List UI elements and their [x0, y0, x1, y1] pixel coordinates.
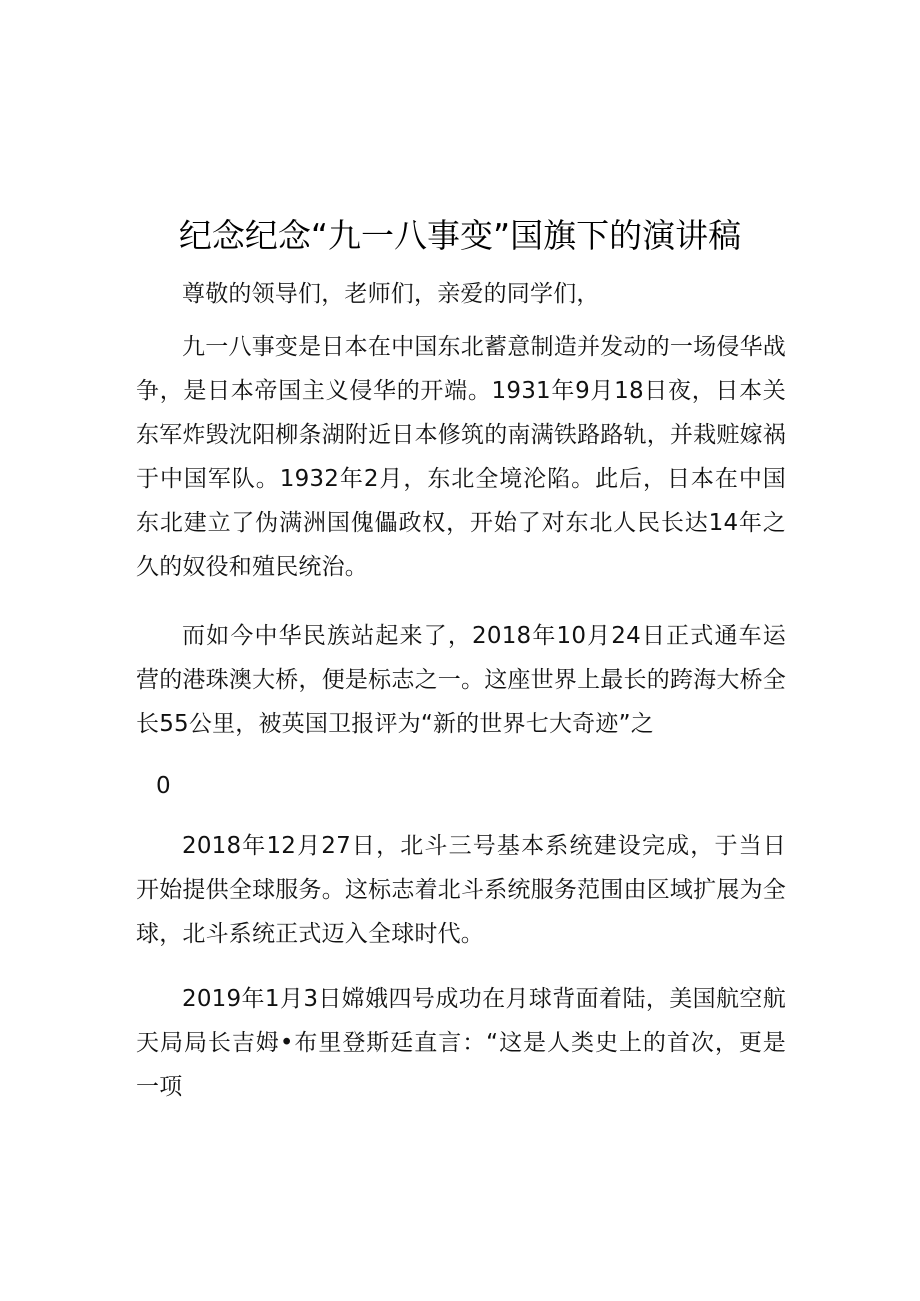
paragraph-beidou: 2018年12月27日，北斗三号基本系统建设完成，于当日开始提供全球服务。这标志着北斗系统服务范围由区域扩展为全球，北斗系统正式迈入全球时代。 [136, 833, 786, 947]
greeting-paragraph: 尊敬的领导们，老师们，亲爱的同学们， [182, 281, 600, 307]
paragraph-fragment: 0 [156, 773, 171, 799]
paragraph-history: 九一八事变是日本在中国东北蓄意制造并发动的一场侵华战争，是日本帝国主义侵华的开端。1931年9月18日夜，日本关东军炸毁沈阳柳条湖附近日本修筑的南满铁路路轨，并栽赃嫁祸于中国军队。1932年2月，东北全境沦陷。此后，日本在中国东北建立了伪满洲国傀儡政权，开始了对东北人民长达14年之久的奴役和殖民统治。 [136, 334, 786, 580]
paragraph-bridge: 而如今中华民族站起来了，2018年10月24日正式通车运营的港珠澳大桥，便是标志之一。这座世界上最长的跨海大桥全长55公里，被英国卫报评为“新的世界七大奇迹”之 [136, 623, 786, 737]
page-title: 纪念纪念“九一八事变”国旗下的演讲稿 [178, 216, 742, 256]
paragraph-change4: 2019年1月3日嫦娥四号成功在月球背面着陆，美国航空航天局局长吉姆•布里登斯廷直言：“这是人类史上的首次，更是一项 [136, 986, 786, 1100]
